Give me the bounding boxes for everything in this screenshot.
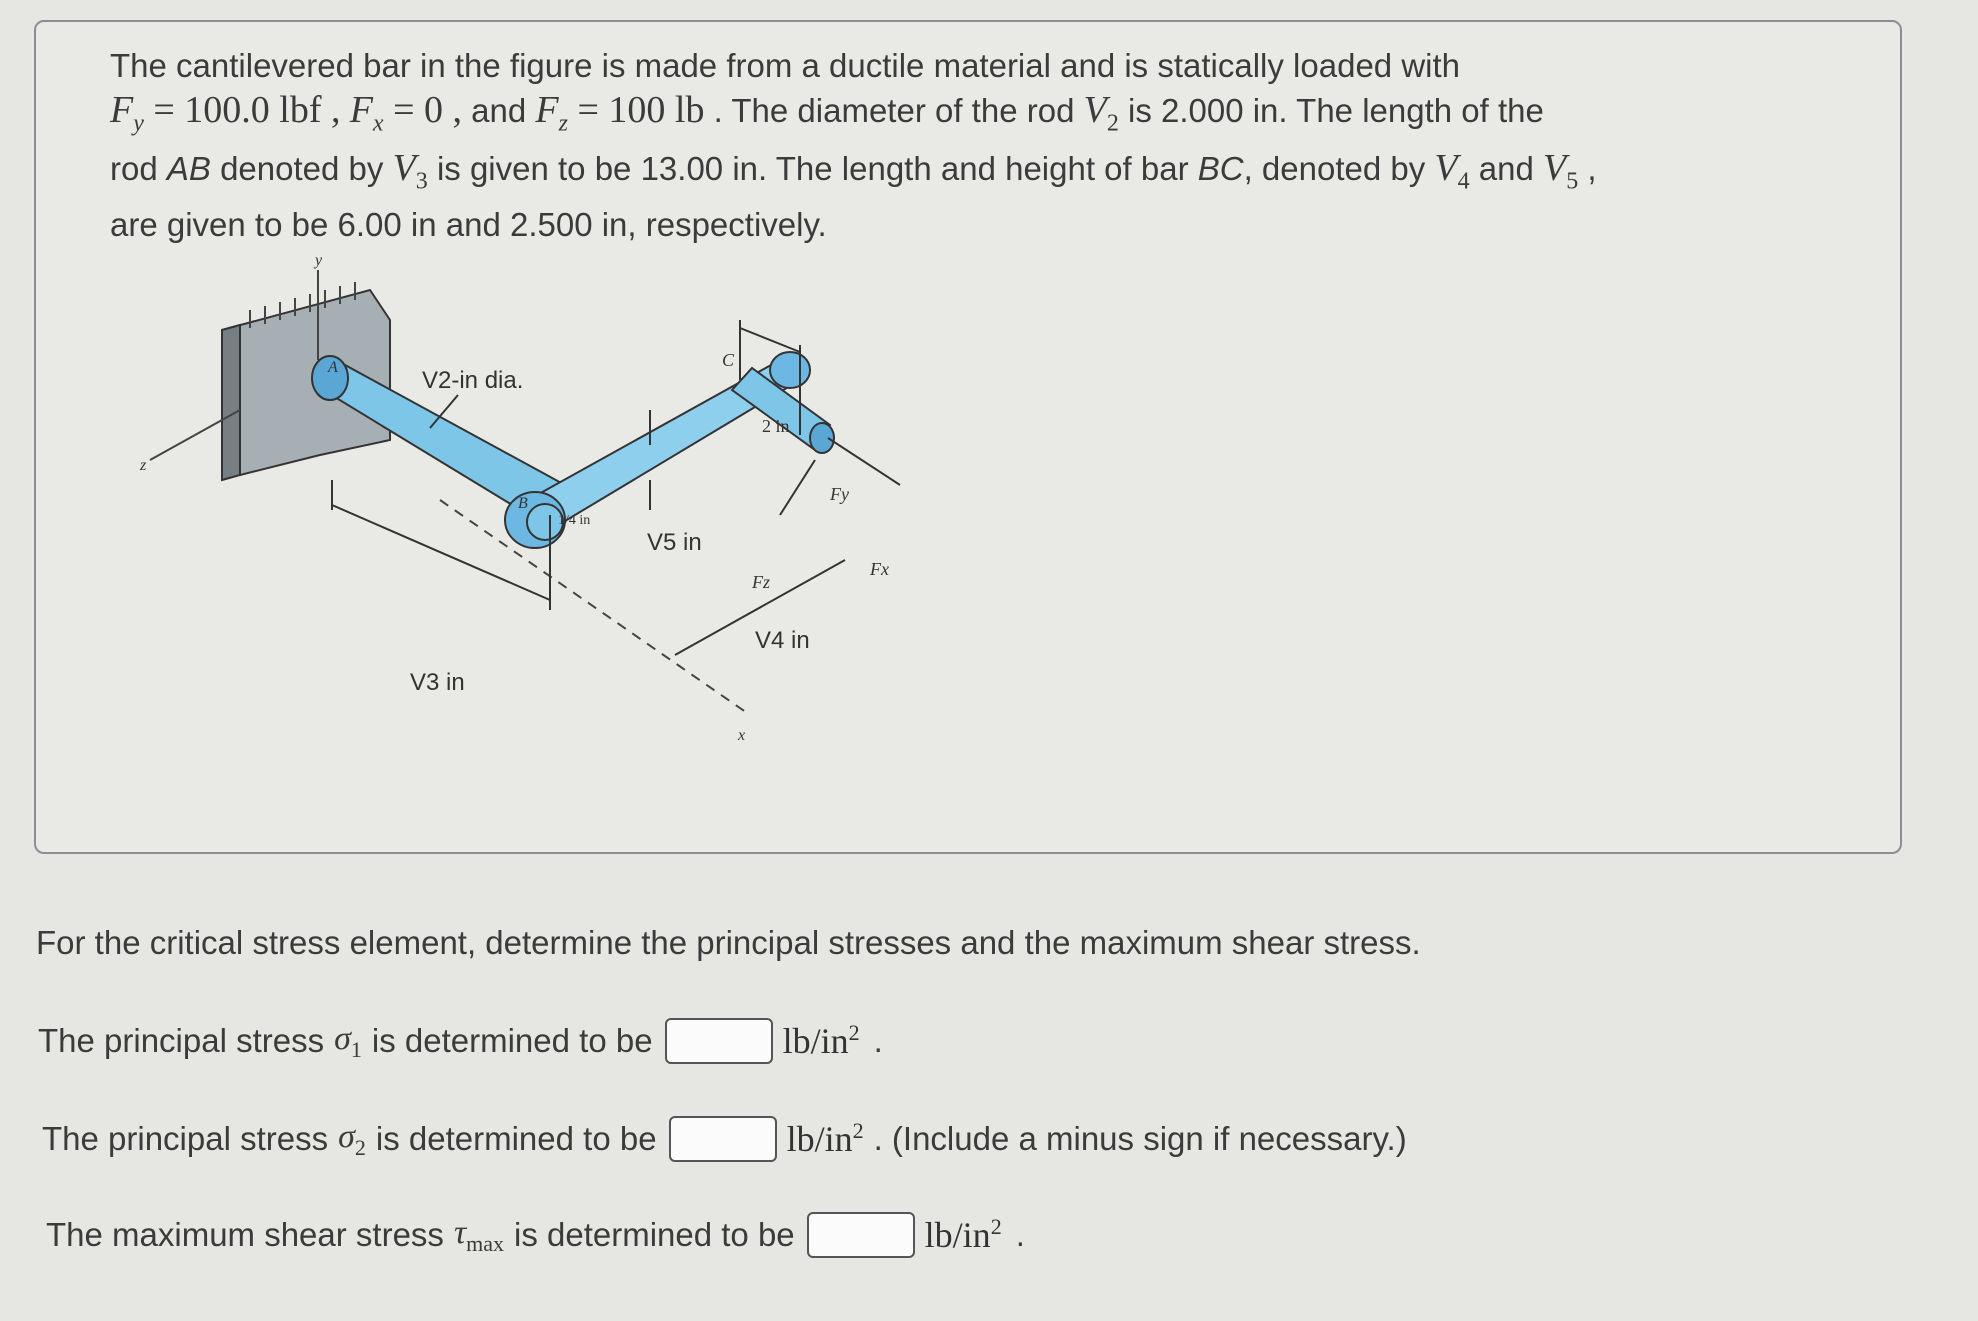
sigma1-input[interactable] (665, 1018, 773, 1064)
cantilever-figure (140, 252, 930, 770)
problem-line-1: The cantilevered bar in the figure is made from a ductile material and is statically loaded with (110, 47, 1461, 84)
label-v2-dia: V2-in dia. (422, 367, 524, 394)
x-axis-label: x (738, 727, 746, 744)
tau-max-symbol: $\tau_{max}$ (453, 1213, 504, 1256)
sigma1-symbol: $\sigma_1$ (334, 1019, 362, 1062)
label-fz: Fz (752, 572, 770, 592)
z-axis-label: z (140, 457, 147, 474)
v4-symbol: $V_4$ (1434, 146, 1470, 195)
problem-line-2: $F_y = 100.0$ lbf , $F_x = 0$ , and $F_z = 100$ lb . The diameter of the rod $V_2$ is 2.000 in. The length of the (110, 89, 1544, 137)
y-axis-label: y (315, 252, 323, 269)
fz-symbol: $F_z$ (535, 89, 568, 137)
label-v3: V3 in (410, 669, 465, 696)
sigma1-unit: $lb/in^2$ (782, 1020, 860, 1061)
label-c: C (722, 350, 735, 370)
fx-symbol: $F_x$ (349, 89, 384, 137)
sigma2-row: The principal stress $\sigma_2$ is determined to be $lb/in^2$ . (Include a minus sign if necessary.) (42, 1116, 1407, 1162)
question-prompt: For the critical stress element, determine the principal stresses and the maximum shear stress. (36, 924, 1421, 961)
sigma2-unit: $lb/in^2$ (786, 1118, 864, 1159)
label-b: B (518, 495, 528, 512)
label-a: A (328, 359, 338, 376)
v5-symbol: $V_5$ (1543, 146, 1579, 195)
label-v4: V4 in (755, 627, 810, 654)
sigma2-input[interactable] (669, 1116, 777, 1162)
tau-max-unit: $lb/in^2$ (924, 1214, 1002, 1255)
v2-symbol: $V_2$ (1083, 89, 1119, 137)
tau-row: The maximum shear stress $\tau_{max}$ is determined to be $lb/in^2$ . (46, 1212, 1025, 1258)
problem-statement (110, 44, 1850, 247)
fy-symbol: $F_y$ (110, 89, 144, 137)
problem-line-3: rod AB denoted by $V_3$ is given to be 13.00 in. The length and height of bar BC, denoted by $V_4$ and $V_5$ , (110, 146, 1597, 195)
label-quarter-in: 1/4 in (558, 513, 591, 528)
sigma1-row: The principal stress $\sigma_1$ is determined to be $lb/in^2$ . (38, 1018, 883, 1064)
x-axis (440, 500, 750, 715)
tau-max-input[interactable] (807, 1212, 915, 1258)
label-2in: 2 in (762, 416, 790, 436)
problem-line-4: are given to be 6.00 in and 2.500 in, respectively. (110, 206, 827, 244)
label-fy: Fy (830, 484, 849, 504)
label-v5: V5 in (647, 529, 702, 556)
sigma2-symbol: $\sigma_2$ (338, 1117, 366, 1160)
v3-symbol: $V_3$ (392, 146, 428, 195)
label-fx: Fx (870, 559, 889, 579)
